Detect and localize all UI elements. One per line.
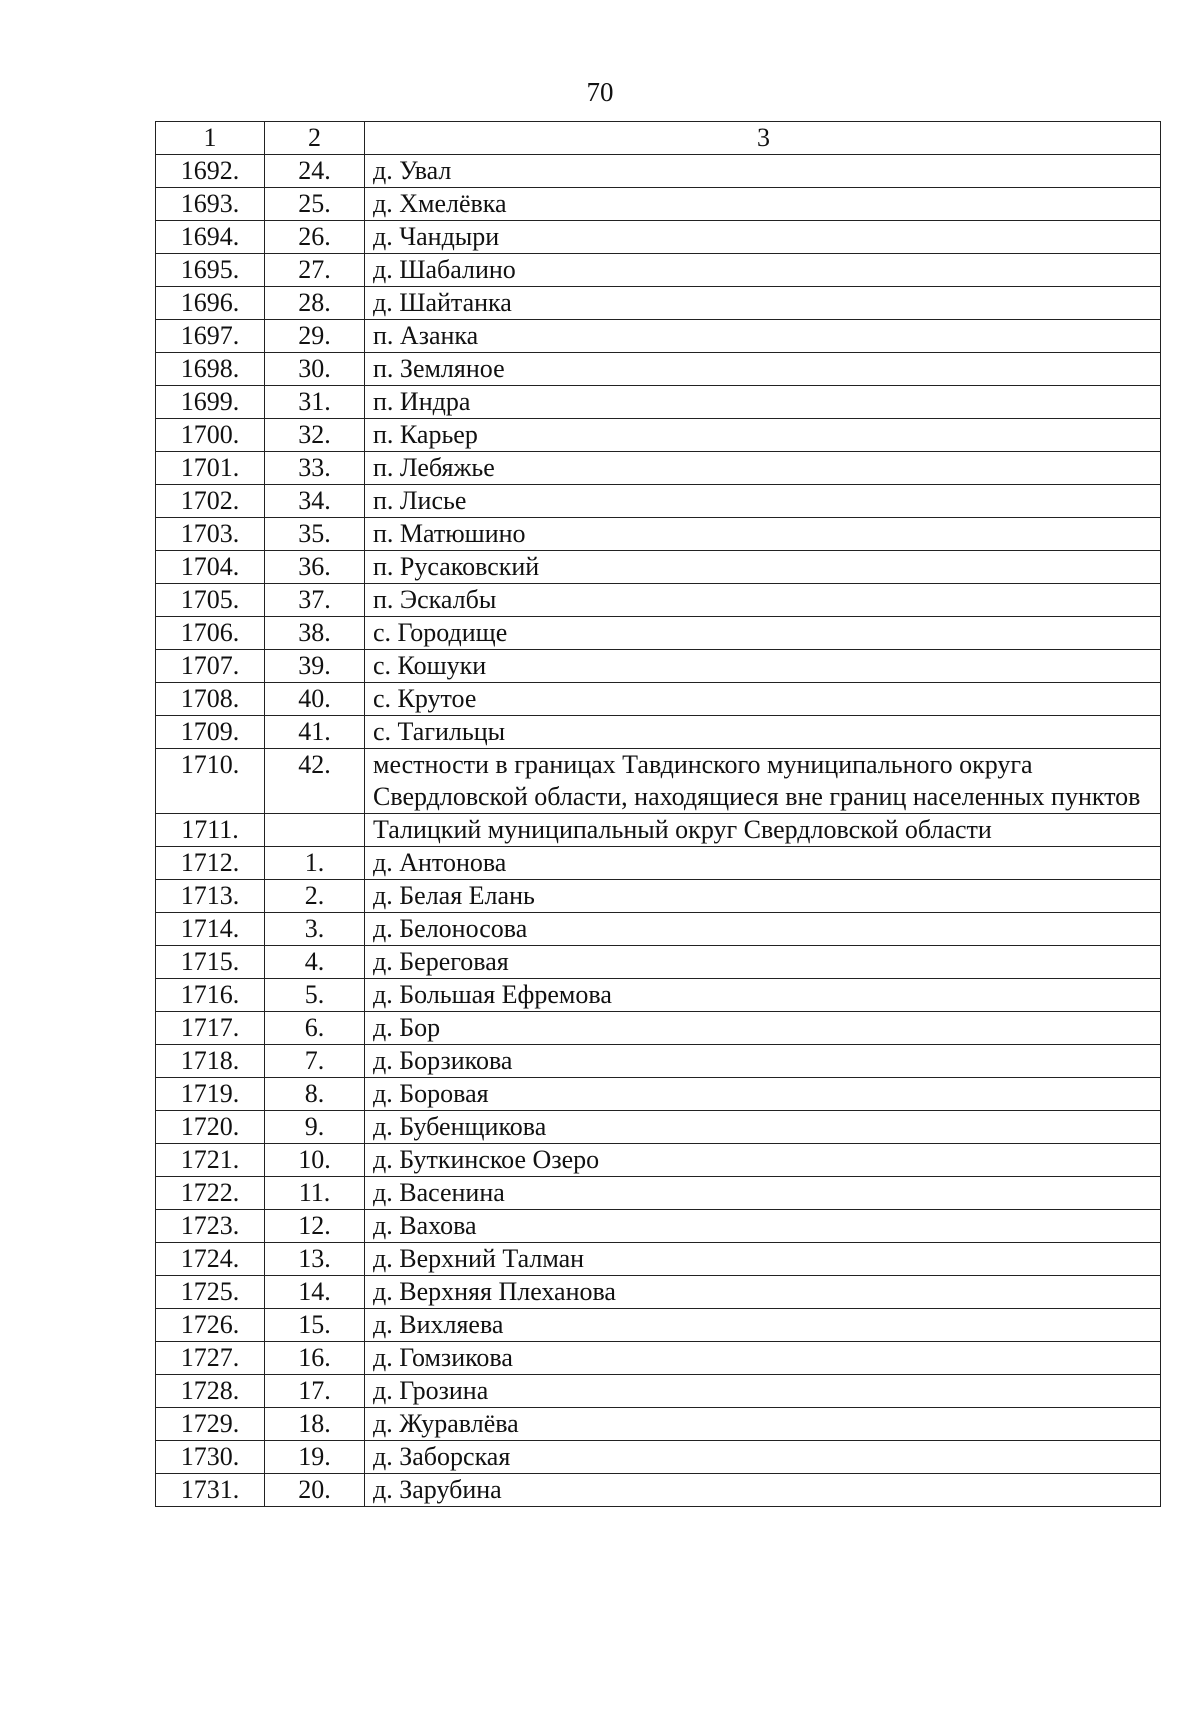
row-number-cell: 1703. (156, 518, 265, 551)
table-row (156, 287, 1161, 320)
settlement-name-cell: д. Заборская (365, 1441, 1161, 1474)
settlement-name-cell: п. Земляное (365, 353, 1161, 386)
settlement-name-cell: п. Матюшино (365, 518, 1161, 551)
table-row (156, 188, 1161, 221)
table-row (156, 1078, 1161, 1111)
row-number-cell: 1711. (156, 814, 265, 847)
settlement-name-cell: д. Верхняя Плеханова (365, 1276, 1161, 1309)
header-cell-1: 1 (156, 122, 265, 155)
settlement-name-cell: д. Береговая (365, 946, 1161, 979)
sub-number-cell: 32. (265, 419, 365, 452)
settlement-name-cell: с. Кошуки (365, 650, 1161, 683)
settlement-name-cell: с. Крутое (365, 683, 1161, 716)
row-number-cell: 1713. (156, 880, 265, 913)
sub-number-cell: 34. (265, 485, 365, 518)
row-number-cell: 1701. (156, 452, 265, 485)
sub-number-cell: 36. (265, 551, 365, 584)
settlement-name-cell: д. Борзикова (365, 1045, 1161, 1078)
table-row (156, 913, 1161, 946)
sub-number-cell: 13. (265, 1243, 365, 1276)
sub-number-cell: 30. (265, 353, 365, 386)
table-row (156, 518, 1161, 551)
row-number-cell: 1702. (156, 485, 265, 518)
sub-number-cell: 35. (265, 518, 365, 551)
settlement-name-cell: п. Азанка (365, 320, 1161, 353)
row-number-cell: 1693. (156, 188, 265, 221)
table-row (156, 452, 1161, 485)
header-cell-2: 2 (265, 122, 365, 155)
settlement-name-cell: д. Васенина (365, 1177, 1161, 1210)
row-number-cell: 1729. (156, 1408, 265, 1441)
settlement-name-cell: д. Буткинское Озеро (365, 1144, 1161, 1177)
settlement-name-cell: д. Белоносова (365, 913, 1161, 946)
table-row (156, 584, 1161, 617)
sub-number-cell: 12. (265, 1210, 365, 1243)
row-number-cell: 1694. (156, 221, 265, 254)
row-number-cell: 1720. (156, 1111, 265, 1144)
table-row (156, 1441, 1161, 1474)
sub-number-cell: 37. (265, 584, 365, 617)
table-row (156, 880, 1161, 913)
header-cell-3: 3 (365, 122, 1161, 155)
sub-number-cell: 9. (265, 1111, 365, 1144)
sub-number-cell: 24. (265, 155, 365, 188)
sub-number-cell: 19. (265, 1441, 365, 1474)
row-number-cell: 1722. (156, 1177, 265, 1210)
row-number-cell: 1716. (156, 979, 265, 1012)
sub-number-cell: 15. (265, 1309, 365, 1342)
settlement-name-cell: д. Белая Елань (365, 880, 1161, 913)
table-row (156, 1474, 1161, 1507)
sub-number-cell: 11. (265, 1177, 365, 1210)
row-number-cell: 1726. (156, 1309, 265, 1342)
settlement-name-cell: д. Увал (365, 155, 1161, 188)
sub-number-cell: 5. (265, 979, 365, 1012)
table-row (156, 419, 1161, 452)
row-number-cell: 1709. (156, 716, 265, 749)
sub-number-cell: 39. (265, 650, 365, 683)
sub-number-cell: 40. (265, 683, 365, 716)
settlement-name-cell: п. Индра (365, 386, 1161, 419)
sub-number-cell: 14. (265, 1276, 365, 1309)
table-row (156, 946, 1161, 979)
row-number-cell: 1715. (156, 946, 265, 979)
settlement-name-cell: д. Гомзикова (365, 1342, 1161, 1375)
settlement-name-cell: п. Эскалбы (365, 584, 1161, 617)
table-row (156, 650, 1161, 683)
settlement-name-cell: д. Антонова (365, 847, 1161, 880)
table-row (156, 1210, 1161, 1243)
row-number-cell: 1724. (156, 1243, 265, 1276)
sub-number-cell: 18. (265, 1408, 365, 1441)
sub-number-cell: 38. (265, 617, 365, 650)
row-number-cell: 1704. (156, 551, 265, 584)
sub-number-cell: 20. (265, 1474, 365, 1507)
sub-number-cell (265, 814, 365, 847)
table-row (156, 485, 1161, 518)
row-number-cell: 1714. (156, 913, 265, 946)
settlement-name-cell: п. Русаковский (365, 551, 1161, 584)
sub-number-cell: 42. (265, 749, 365, 814)
table-row (156, 221, 1161, 254)
sub-number-cell: 31. (265, 386, 365, 419)
settlement-name-cell: д. Большая Ефремова (365, 979, 1161, 1012)
settlement-name-cell: д. Бубенщикова (365, 1111, 1161, 1144)
row-number-cell: 1696. (156, 287, 265, 320)
table-row (156, 1012, 1161, 1045)
table-row (156, 1375, 1161, 1408)
settlement-name-cell: Талицкий муниципальный округ Свердловской области (365, 814, 1161, 847)
sub-number-cell: 4. (265, 946, 365, 979)
sub-number-cell: 3. (265, 913, 365, 946)
sub-number-cell: 25. (265, 188, 365, 221)
table-row (156, 353, 1161, 386)
row-number-cell: 1708. (156, 683, 265, 716)
sub-number-cell: 17. (265, 1375, 365, 1408)
row-number-cell: 1695. (156, 254, 265, 287)
table-row (156, 847, 1161, 880)
settlement-name-cell: п. Лисье (365, 485, 1161, 518)
settlement-name-cell: д. Вихляева (365, 1309, 1161, 1342)
page-number: 70 (586, 77, 614, 107)
row-number-cell: 1700. (156, 419, 265, 452)
table-row (156, 1276, 1161, 1309)
sub-number-cell: 16. (265, 1342, 365, 1375)
table-row (156, 716, 1161, 749)
settlement-name-cell: д. Шабалино (365, 254, 1161, 287)
row-number-cell: 1717. (156, 1012, 265, 1045)
settlement-name-cell: д. Чандыри (365, 221, 1161, 254)
row-number-cell: 1719. (156, 1078, 265, 1111)
sub-number-cell: 29. (265, 320, 365, 353)
row-number-cell: 1727. (156, 1342, 265, 1375)
table-row (156, 749, 1161, 814)
settlement-name-cell: д. Вахова (365, 1210, 1161, 1243)
settlement-name-cell: с. Тагильцы (365, 716, 1161, 749)
table-row (156, 254, 1161, 287)
sub-number-cell: 28. (265, 287, 365, 320)
table-row (156, 1177, 1161, 1210)
sub-number-cell: 41. (265, 716, 365, 749)
table-row (156, 1243, 1161, 1276)
row-number-cell: 1705. (156, 584, 265, 617)
row-number-cell: 1721. (156, 1144, 265, 1177)
table-row (156, 1111, 1161, 1144)
table-row (156, 979, 1161, 1012)
sub-number-cell: 7. (265, 1045, 365, 1078)
table-row (156, 814, 1161, 847)
table-row (156, 617, 1161, 650)
settlement-name-cell: п. Лебяжье (365, 452, 1161, 485)
row-number-cell: 1706. (156, 617, 265, 650)
table-row (156, 683, 1161, 716)
table-row (156, 1309, 1161, 1342)
settlement-name-cell: с. Городище (365, 617, 1161, 650)
settlement-name-cell: д. Верхний Талман (365, 1243, 1161, 1276)
settlements-table (155, 121, 1161, 1507)
sub-number-cell: 8. (265, 1078, 365, 1111)
table-row (156, 551, 1161, 584)
sub-number-cell: 33. (265, 452, 365, 485)
row-number-cell: 1697. (156, 320, 265, 353)
table-body (156, 122, 1161, 1507)
sub-number-cell: 2. (265, 880, 365, 913)
table-row (156, 155, 1161, 188)
table-header-row (156, 122, 1161, 155)
row-number-cell: 1710. (156, 749, 265, 814)
row-number-cell: 1725. (156, 1276, 265, 1309)
settlement-name-cell: д. Грозина (365, 1375, 1161, 1408)
row-number-cell: 1728. (156, 1375, 265, 1408)
table-row (156, 1408, 1161, 1441)
sub-number-cell: 6. (265, 1012, 365, 1045)
settlement-name-cell: д. Боровая (365, 1078, 1161, 1111)
row-number-cell: 1723. (156, 1210, 265, 1243)
sub-number-cell: 10. (265, 1144, 365, 1177)
row-number-cell: 1707. (156, 650, 265, 683)
table-row (156, 320, 1161, 353)
table-row (156, 1144, 1161, 1177)
sub-number-cell: 1. (265, 847, 365, 880)
row-number-cell: 1718. (156, 1045, 265, 1078)
table-row (156, 1342, 1161, 1375)
sub-number-cell: 27. (265, 254, 365, 287)
row-number-cell: 1698. (156, 353, 265, 386)
sub-number-cell: 26. (265, 221, 365, 254)
settlement-name-cell: д. Бор (365, 1012, 1161, 1045)
table-row (156, 386, 1161, 419)
settlement-name-cell: п. Карьер (365, 419, 1161, 452)
row-number-cell: 1730. (156, 1441, 265, 1474)
settlement-name-cell: д. Журавлёва (365, 1408, 1161, 1441)
settlement-name-cell: д. Хмелёвка (365, 188, 1161, 221)
row-number-cell: 1731. (156, 1474, 265, 1507)
row-number-cell: 1692. (156, 155, 265, 188)
settlement-name-cell: д. Зарубина (365, 1474, 1161, 1507)
settlement-name-cell: местности в границах Тавдинского муниципального округа Свердловской области, находящиеся вне границ населенных пунктов (365, 749, 1161, 814)
row-number-cell: 1712. (156, 847, 265, 880)
table-row (156, 1045, 1161, 1078)
row-number-cell: 1699. (156, 386, 265, 419)
settlement-name-cell: д. Шайтанка (365, 287, 1161, 320)
